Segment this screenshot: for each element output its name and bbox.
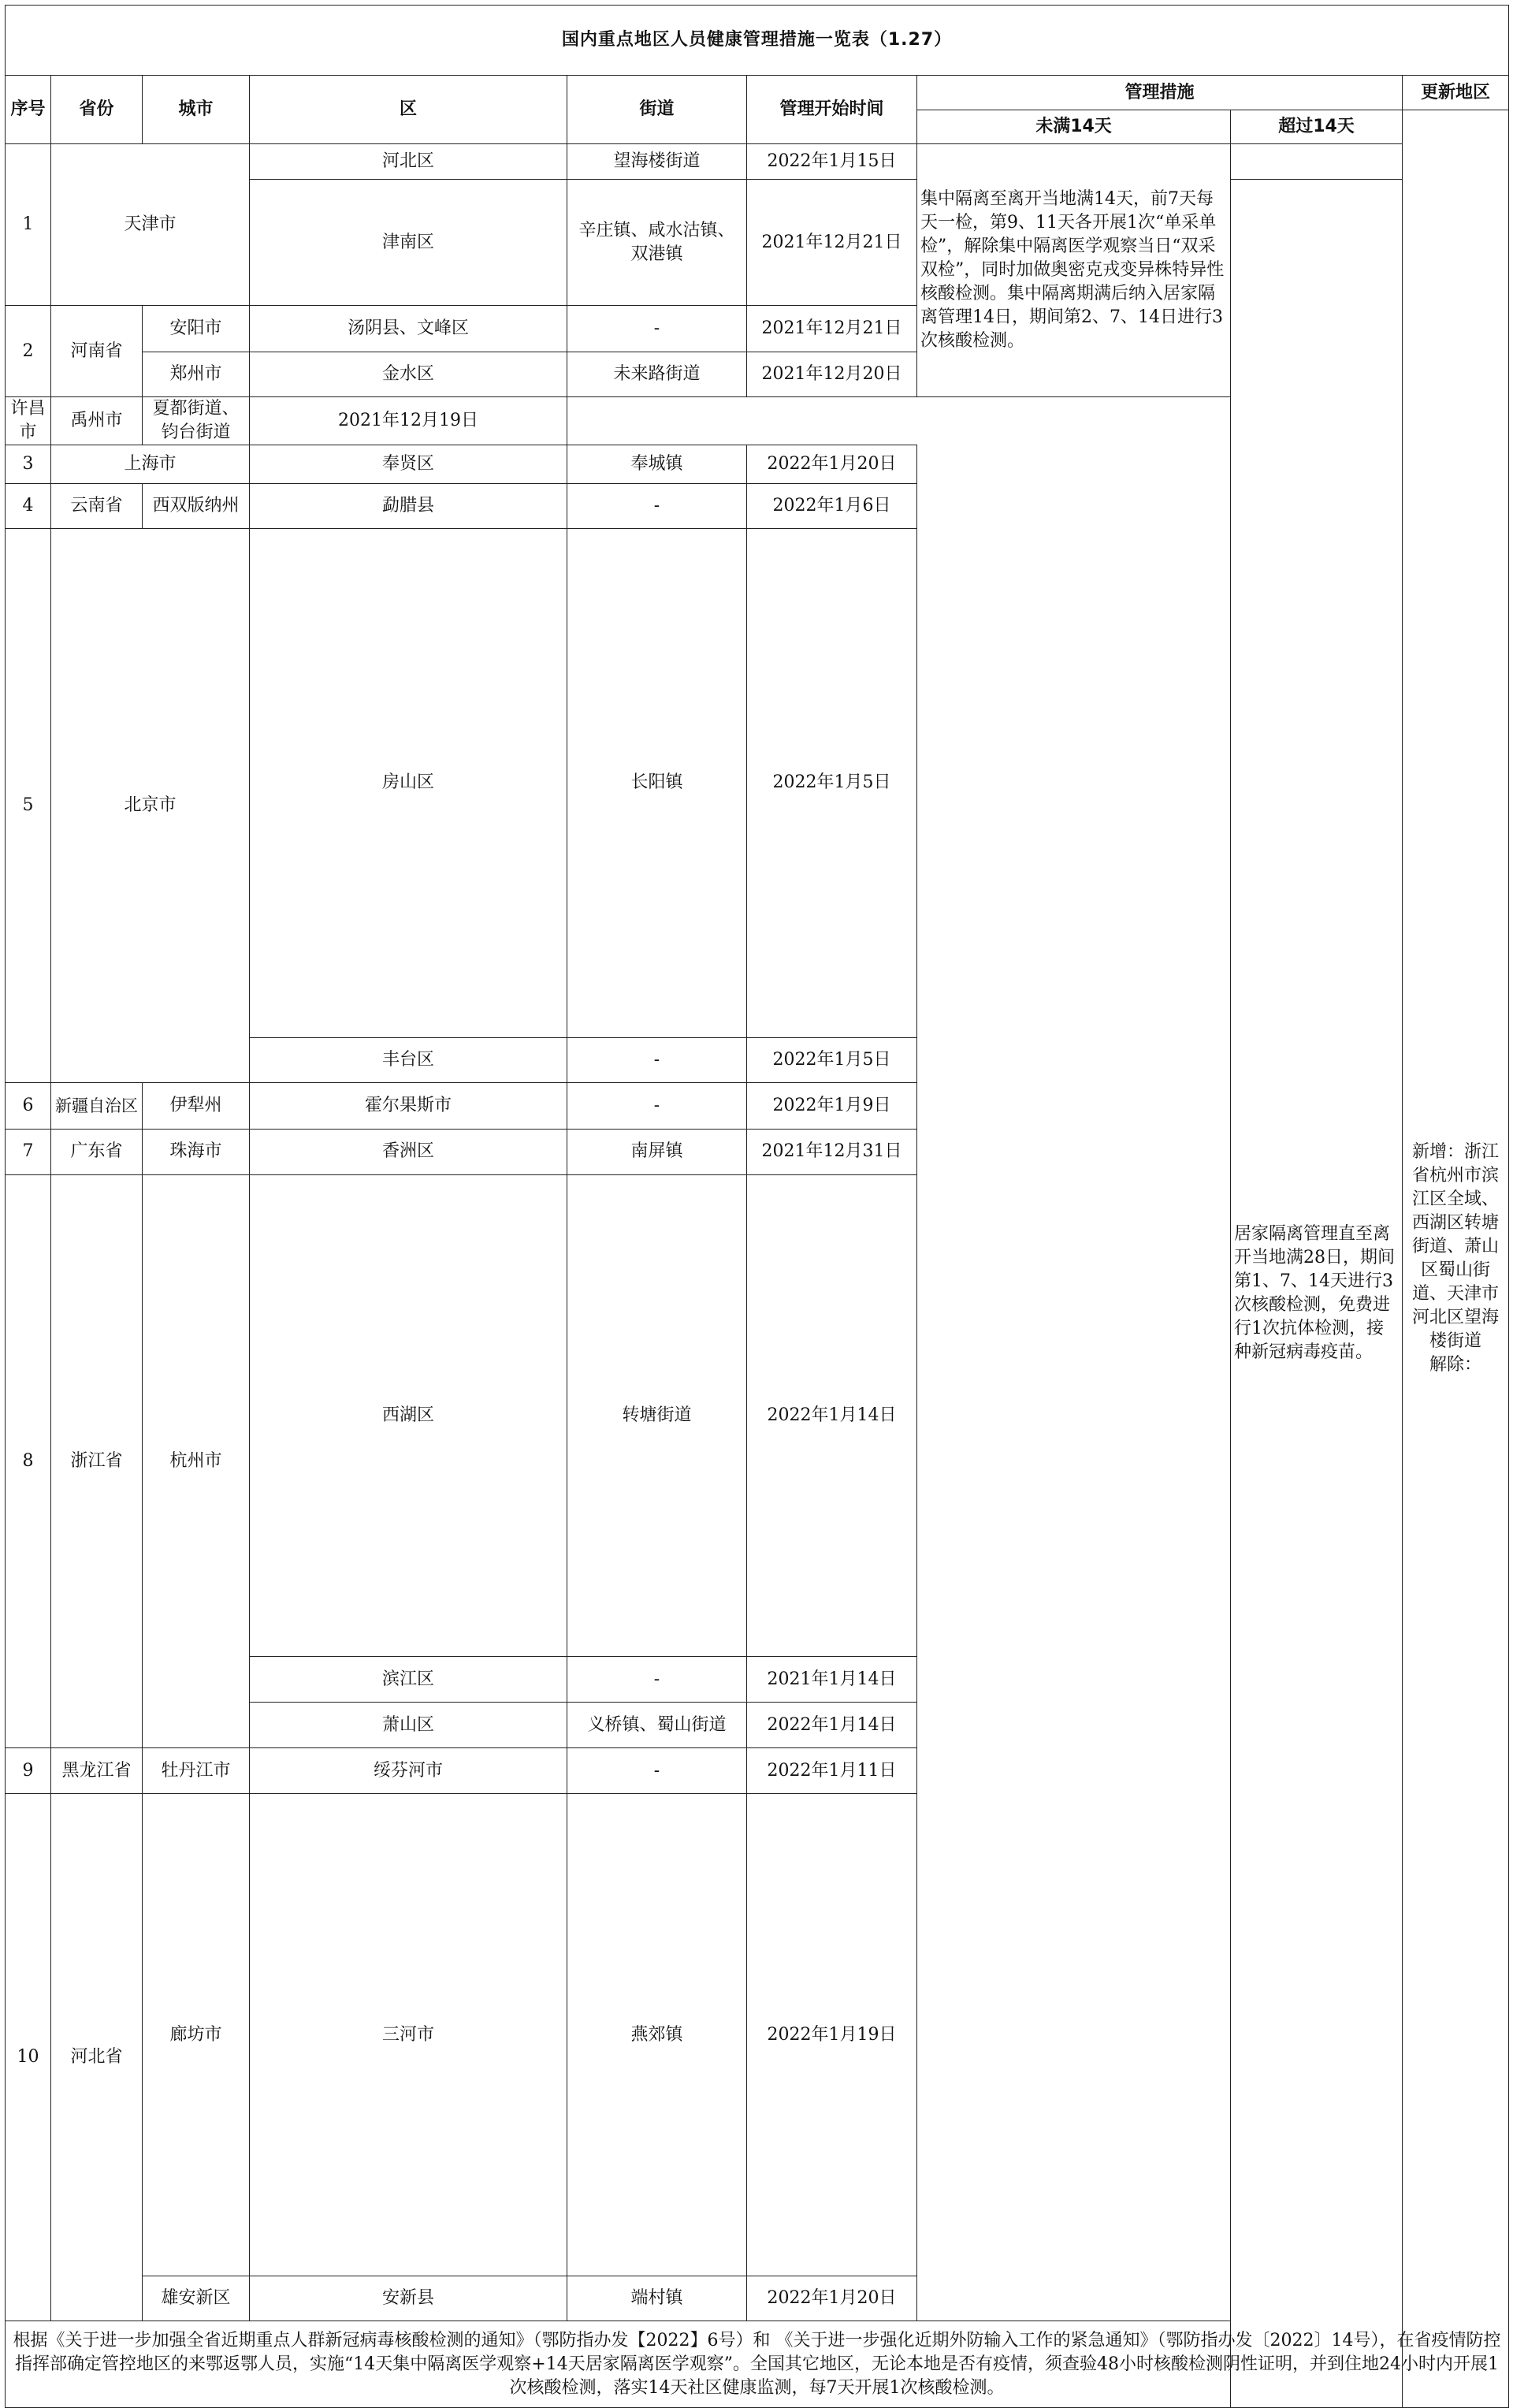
street-cell: 端村镇	[567, 2276, 747, 2321]
district-cell: 丰台区	[250, 1037, 567, 1082]
start-time-cell: 2022年1月20日	[747, 2276, 917, 2321]
header-province: 省份	[51, 76, 143, 144]
street-cell: 望海楼街道	[567, 144, 747, 180]
start-time-cell: 2022年1月14日	[747, 1703, 917, 1748]
city-beijing: 北京市	[51, 529, 250, 1083]
header-update-area: 更新地区	[1403, 76, 1509, 110]
province-xinjiang: 新疆自治区	[51, 1082, 143, 1129]
street-cell: 未来路街道	[567, 352, 747, 397]
street-cell: 转塘街道	[567, 1174, 747, 1657]
street-cell: 南屏镇	[567, 1129, 747, 1174]
city-cell: 西双版纳州	[143, 484, 250, 529]
start-time-cell: 2022年1月9日	[747, 1082, 917, 1129]
start-time-cell: 2022年1月15日	[747, 144, 917, 180]
district-cell: 津南区	[250, 180, 567, 306]
province-yunnan: 云南省	[51, 484, 143, 529]
start-time-cell: 2021年1月14日	[747, 1657, 917, 1703]
start-time-cell: 2021年12月20日	[747, 352, 917, 397]
header-city: 城市	[143, 76, 250, 144]
measure-text: 集中隔离至离开当地满14天，前7天每天一检，第9、11天各开展1次“单采单检”，解除集中隔离医学观察当日“双采双检”，同时加做奥密克戎变异株特异性核酸检测。集中隔离期满后纳入居家隔离管理14日，期间第2、7、14日进行3次核酸检测。	[920, 189, 1225, 351]
city-cell: 雄安新区	[143, 2276, 250, 2321]
city-hangzhou: 杭州市	[143, 1174, 250, 1748]
start-time-cell: 2021年12月21日	[747, 180, 917, 306]
street-cell: -	[567, 1037, 747, 1082]
seq-6: 6	[6, 1082, 51, 1129]
seq-3: 3	[6, 445, 51, 484]
street-cell: 燕郊镇	[567, 1794, 747, 2276]
seq-10: 10	[6, 1794, 51, 2321]
update-area-cell	[1403, 110, 1509, 2408]
seq-5: 5	[6, 529, 51, 1083]
district-cell: 霍尔果斯市	[250, 1082, 567, 1129]
seq-7: 7	[6, 1129, 51, 1174]
city-cell: 廊坊市	[143, 1794, 250, 2276]
street-cell: 义桥镇、蜀山街道	[567, 1703, 747, 1748]
start-time-cell: 2022年1月5日	[747, 529, 917, 1038]
start-time-cell: 2022年1月11日	[747, 1748, 917, 1794]
province-guangdong: 广东省	[51, 1129, 143, 1174]
header-street: 街道	[567, 76, 747, 144]
start-time-cell: 2021年12月21日	[747, 306, 917, 352]
district-cell: 禹州市	[51, 397, 143, 445]
street-cell: 辛庄镇、咸水沽镇、双港镇	[567, 180, 747, 306]
province-hebei: 河北省	[51, 1794, 143, 2321]
seq-8: 8	[6, 1174, 51, 1748]
street-cell: -	[567, 1082, 747, 1129]
header-district: 区	[250, 76, 567, 144]
measure-over-14-blank	[1231, 144, 1403, 180]
district-cell: 奉贤区	[250, 445, 567, 484]
district-cell: 安新县	[250, 2276, 567, 2321]
district-cell: 三河市	[250, 1794, 567, 2276]
city-shanghai: 上海市	[51, 445, 250, 484]
district-cell: 房山区	[250, 529, 567, 1038]
seq-4: 4	[6, 484, 51, 529]
city-cell: 牡丹江市	[143, 1748, 250, 1794]
province-henan: 河南省	[51, 306, 143, 397]
street-cell: -	[567, 1748, 747, 1794]
seq-9: 9	[6, 1748, 51, 1794]
city-cell: 伊犁州	[143, 1082, 250, 1129]
city-cell: 安阳市	[143, 306, 250, 352]
start-time-cell: 2022年1月5日	[747, 1037, 917, 1082]
health-measures-table	[5, 5, 1509, 2408]
street-cell: -	[567, 306, 747, 352]
district-cell: 西湖区	[250, 1174, 567, 1657]
start-time-cell: 2021年12月31日	[747, 1129, 917, 1174]
district-cell: 金水区	[250, 352, 567, 397]
measure-over-14	[1231, 180, 1403, 2408]
header-start-time: 管理开始时间	[747, 76, 917, 144]
street-cell: 奉城镇	[567, 445, 747, 484]
district-cell: 香洲区	[250, 1129, 567, 1174]
city-tianjin: 天津市	[51, 144, 250, 306]
province-zhejiang: 浙江省	[51, 1174, 143, 1748]
province-heilongjiang: 黑龙江省	[51, 1748, 143, 1794]
start-time-cell: 2022年1月19日	[747, 1794, 917, 2276]
start-time-cell: 2022年1月20日	[747, 445, 917, 484]
header-over-14-days: 超过14天	[1231, 110, 1403, 144]
district-cell: 汤阴县、文峰区	[250, 306, 567, 352]
street-cell: 夏都街道、钧台街道	[143, 397, 250, 445]
footnote: 根据《关于进一步加强全省近期重点人群新冠病毒核酸检测的通知》（鄂防指办发【2022】6号）和 《关于进一步强化近期外防输入工作的紧急通知》（鄂防指办发〔2022〕14号），在省疫情防控指挥部确定管控地区的来鄂返鄂人员，实施“14天集中隔离医学观察+14天居家隔离医学观察”。全国其它地区，无论本地是否有疫情，须查验48小时核酸检测阴性证明，并到住地24小时内开展1次核酸检测，落实14天社区健康监测，每7天开展1次核酸检测。	[6, 2321, 1509, 2408]
start-time-cell: 2022年1月6日	[747, 484, 917, 529]
update-area-text: 新增：浙江省杭州市滨江区全域、西湖区转塘街道、萧山区蜀山街道、天津市河北区望海楼街道 解除：	[1412, 1142, 1500, 1375]
city-cell: 珠海市	[143, 1129, 250, 1174]
seq-1: 1	[6, 144, 51, 306]
measure-under-14-group-1	[917, 144, 1231, 397]
street-cell: -	[567, 484, 747, 529]
seq-2: 2	[6, 306, 51, 397]
city-cell: 许昌市	[6, 397, 51, 445]
table-title: 国内重点地区人员健康管理措施一览表（1.27）	[6, 6, 1509, 76]
street-cell: 长阳镇	[567, 529, 747, 1038]
start-time-cell: 2022年1月14日	[747, 1174, 917, 1657]
district-cell: 滨江区	[250, 1657, 567, 1703]
header-measures: 管理措施	[917, 76, 1403, 110]
district-cell: 萧山区	[250, 1703, 567, 1748]
district-cell: 勐腊县	[250, 484, 567, 529]
start-time-cell: 2021年12月19日	[250, 397, 567, 445]
header-under-14-days: 未满14天	[917, 110, 1231, 144]
header-seq: 序号	[6, 76, 51, 144]
district-cell: 绥芬河市	[250, 1748, 567, 1794]
city-cell: 郑州市	[143, 352, 250, 397]
measure-text: 居家隔离管理直至离开当地满28日，期间第1、7、14天进行3次核酸检测，免费进行1次抗体检测，接种新冠病毒疫苗。	[1234, 1224, 1395, 1362]
district-cell: 河北区	[250, 144, 567, 180]
street-cell: -	[567, 1657, 747, 1703]
